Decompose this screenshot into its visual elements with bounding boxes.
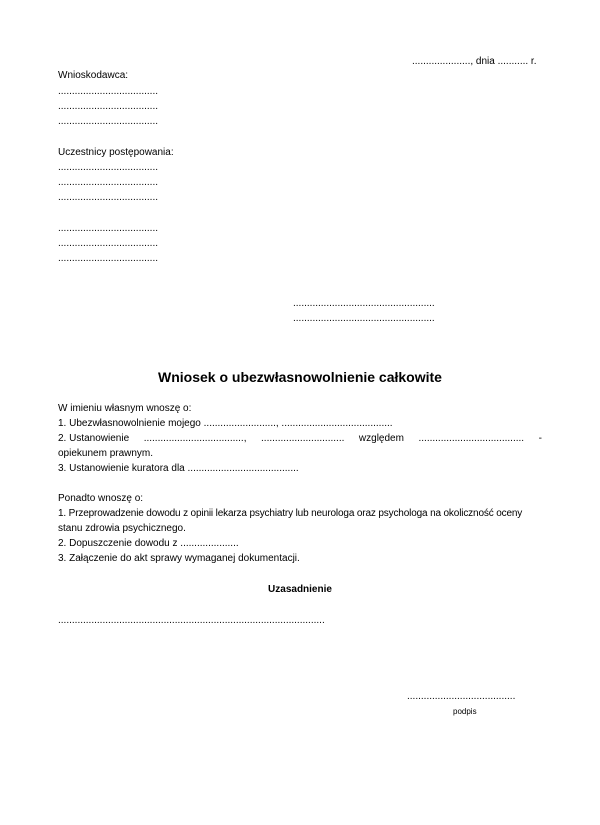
additional-item-3: 3. Załączenie do akt sprawy wymaganej dokumentacji. bbox=[58, 553, 300, 564]
applicant-line: .................................... bbox=[58, 116, 159, 127]
request-intro: W imieniu własnym wnoszę o: bbox=[58, 403, 192, 414]
additional-item-2: 2. Dopuszczenie dowodu z ..................... bbox=[58, 538, 239, 549]
request-item-2-part: względem bbox=[358, 433, 404, 444]
request-item-3: 3. Ustanowienie kuratora dla ........................................ bbox=[58, 463, 299, 474]
participant-line: .................................... bbox=[58, 223, 159, 234]
justification-line: ................................................................................................ bbox=[58, 615, 325, 626]
request-item-2-part: ...................................... bbox=[418, 433, 525, 444]
participant-line: .................................... bbox=[58, 177, 159, 188]
participant-line: .................................... bbox=[58, 253, 159, 264]
request-item-2-continuation: opiekunem prawnym. bbox=[58, 448, 154, 459]
request-item-2-part: 2. Ustanowienie bbox=[58, 433, 130, 444]
place-date-field: ....................., dnia ........... r. bbox=[412, 56, 537, 67]
participant-line: .................................... bbox=[58, 162, 159, 173]
court-line: ................................................... bbox=[293, 298, 435, 309]
signature-label: podpis bbox=[453, 707, 477, 716]
participants-label: Uczestnicy postępowania: bbox=[58, 147, 174, 158]
request-item-2-part: .............................. bbox=[261, 433, 345, 444]
request-item-2-part: - bbox=[538, 433, 542, 444]
additional-intro: Ponadto wnoszę o: bbox=[58, 493, 144, 504]
request-item-1: 1. Ubezwłasnowolnienie mojego .........................., ........................................ bbox=[58, 418, 393, 429]
participant-line: .................................... bbox=[58, 238, 159, 249]
document-title: Wniosek o ubezwłasnowolnienie całkowite bbox=[158, 369, 442, 385]
applicant-line: .................................... bbox=[58, 101, 159, 112]
additional-item-1-continuation: stanu zdrowia psychicznego. bbox=[58, 523, 186, 534]
request-item-2-part: ...................................., bbox=[143, 433, 247, 444]
request-item-2 bbox=[58, 433, 542, 444]
participant-line: .................................... bbox=[58, 192, 159, 203]
applicant-line: .................................... bbox=[58, 86, 159, 97]
additional-item-1: 1. Przeprowadzenie dowodu z opinii lekarza psychiatry lub neurologa oraz psychologa na okoliczność oceny bbox=[58, 508, 523, 519]
court-line: ................................................... bbox=[293, 313, 435, 324]
signature-line: ....................................... bbox=[407, 691, 516, 702]
justification-heading: Uzasadnienie bbox=[268, 584, 332, 595]
applicant-label: Wnioskodawca: bbox=[58, 70, 129, 81]
